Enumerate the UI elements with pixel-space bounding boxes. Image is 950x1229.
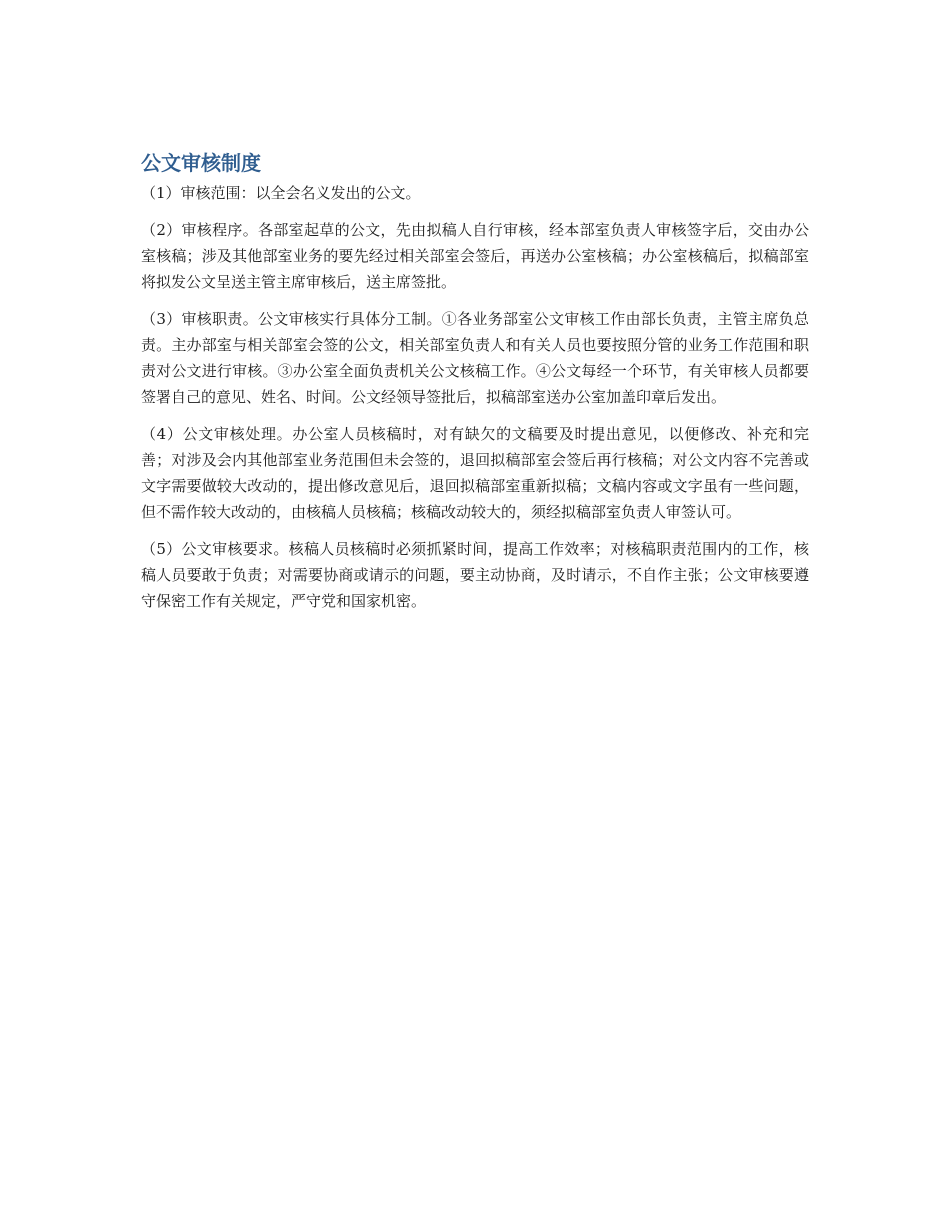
paragraph-scope: （1）审核范围：以全会名义发出的公文。 bbox=[141, 184, 421, 202]
paragraph-handling: （4）公文审核处理。办公室人员核稿时，对有缺欠的文稿要及时提出意见，以便修改、补充和完善；对涉及会内其他部室业务范围但未会签的，退回拟稿部室会签后再行核稿；对公文内容不完善或文字需要做较大改动的，提出修改意见后，退回拟稿部室重新拟稿；文稿内容或文字虽有一些问题，但不需作较大改动的，由核稿人员核稿；核稿改动较大的，须经拟稿部室负责人审签认可。 bbox=[141, 425, 809, 521]
paragraph-procedure: （2）审核程序。各部室起草的公文，先由拟稿人自行审核，经本部室负责人审核签字后，交由办公室核稿；涉及其他部室业务的要先经过相关部室会签后，再送办公室核稿；办公室核稿后，拟稿部室将拟发公文呈送主管主席审核后，送主席签批。 bbox=[141, 221, 809, 291]
paragraph-responsibilities: （3）审核职责。公文审核实行具体分工制。①各业务部室公文审核工作由部长负责，主管主席负总责。主办部室与相关部室会签的公文，相关部室负责人和有关人员也要按照分管的业务工作范围和职责对公文进行审核。③办公室全面负责机关公文核稿工作。④公文每经一个环节，有关审核人员都要签署自己的意见、姓名、时间。公文经领导签批后，拟稿部室送办公室加盖印章后发出。 bbox=[141, 310, 809, 406]
document-title: 公文审核制度 bbox=[141, 151, 261, 175]
document-page bbox=[141, 148, 809, 625]
paragraph-requirements: （5）公文审核要求。核稿人员核稿时必须抓紧时间，提高工作效率；对核稿职责范围内的工作，核稿人员要敢于负责；对需要协商或请示的问题，要主动协商，及时请示，不自作主张；公文审核要遵守保密工作有关规定，严守党和国家机密。 bbox=[141, 540, 809, 610]
